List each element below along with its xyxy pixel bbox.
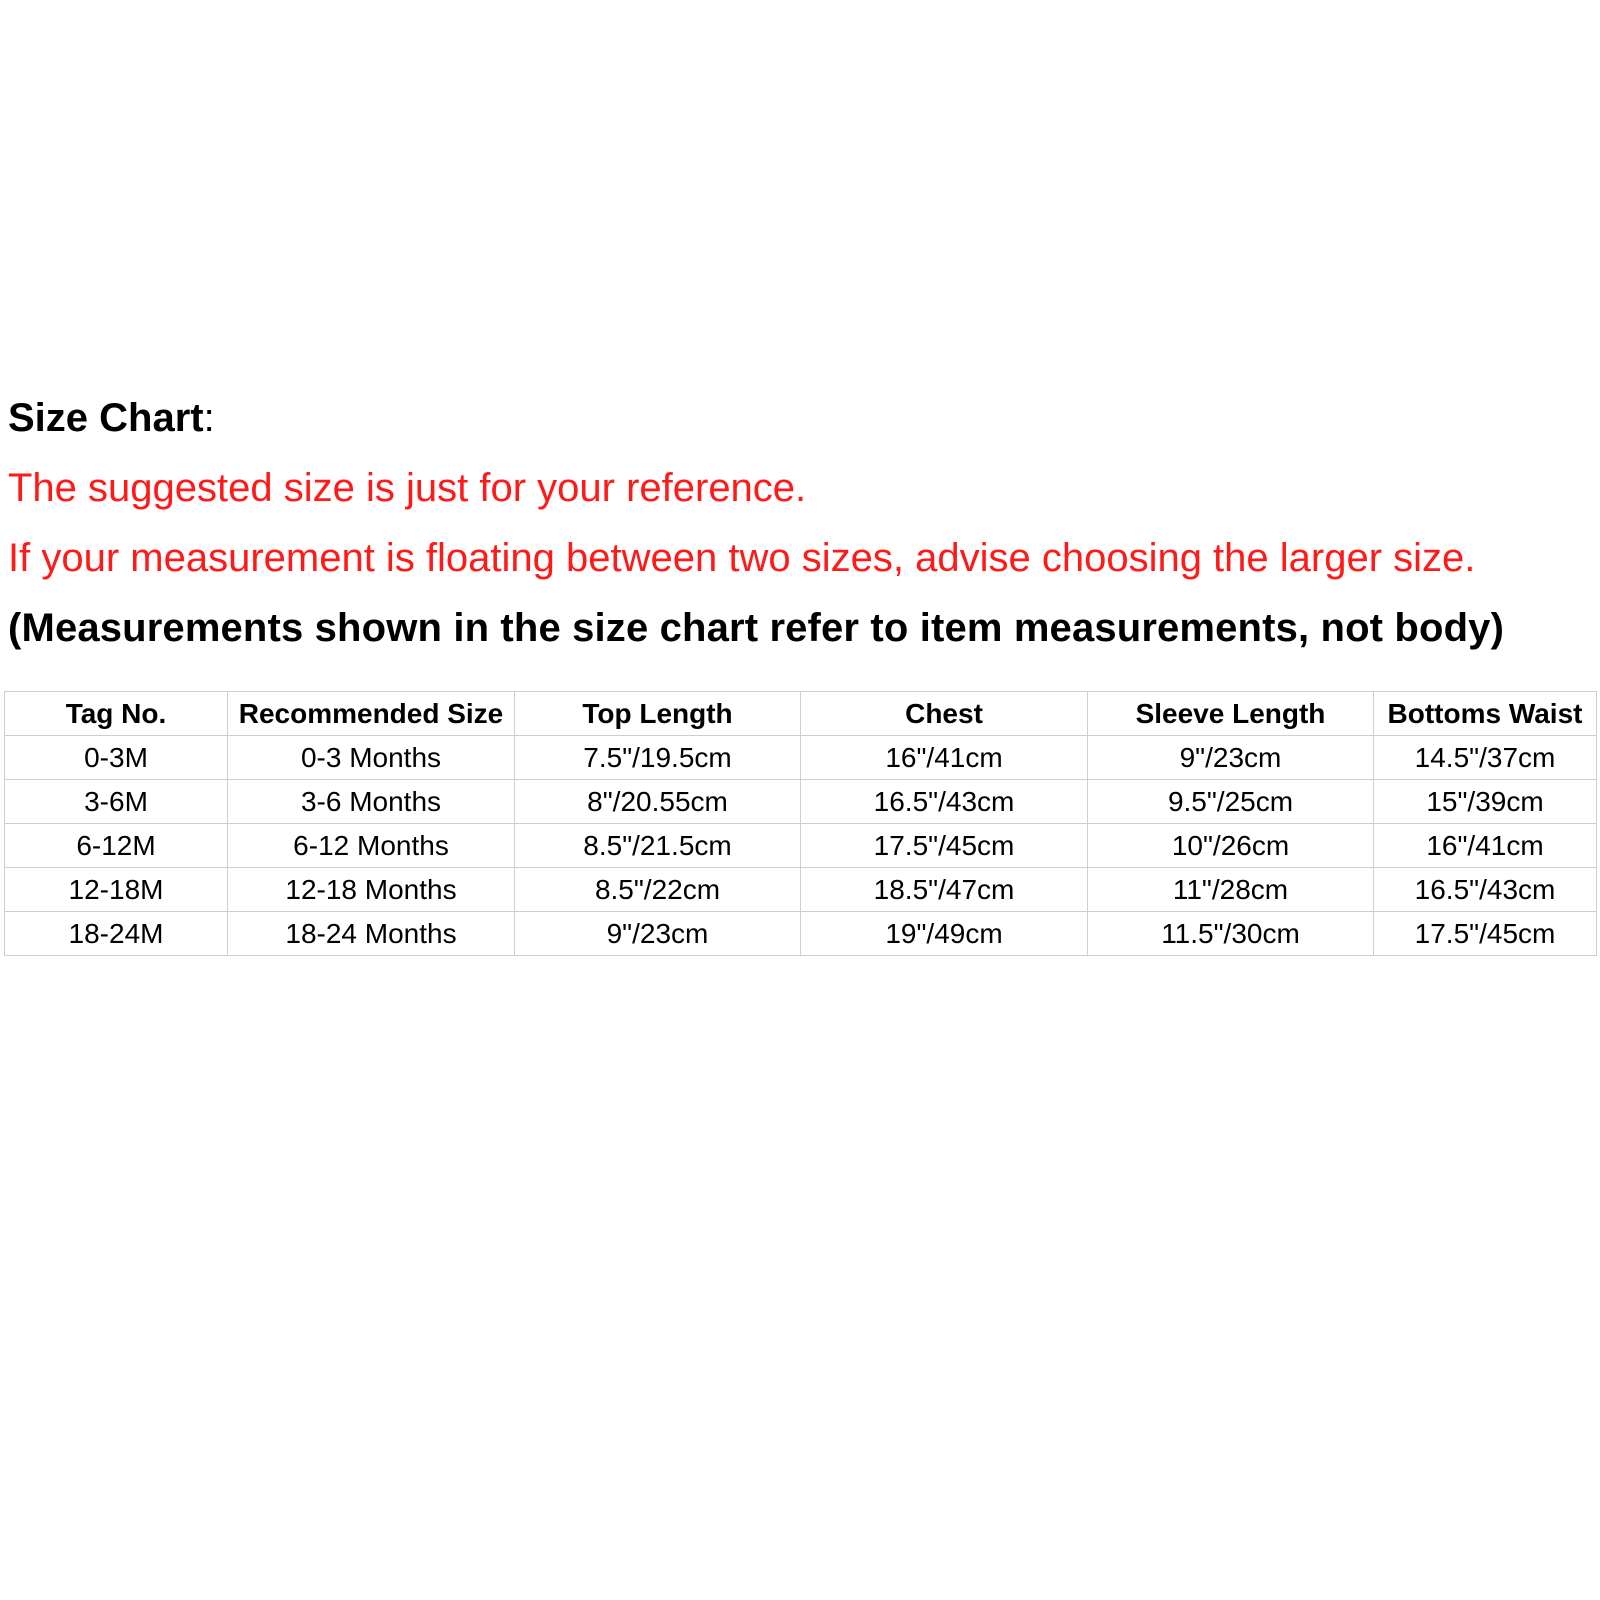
cell-recommended-size: 0-3 Months xyxy=(228,736,515,780)
table-row xyxy=(5,780,1597,824)
reference-note: The suggested size is just for your reference. xyxy=(8,466,807,510)
cell-recommended-size: 12-18 Months xyxy=(228,868,515,912)
cell-top-length: 8.5"/22cm xyxy=(515,868,801,912)
title-colon: : xyxy=(203,396,215,440)
cell-recommended-size: 18-24 Months xyxy=(228,912,515,956)
cell-sleeve-length: 11"/28cm xyxy=(1088,868,1374,912)
cell-tag-no: 6-12M xyxy=(5,824,228,868)
table-header-row xyxy=(5,692,1597,736)
table-row xyxy=(5,912,1597,956)
measurement-disclaimer: (Measurements shown in the size chart refer to item measurements, not body) xyxy=(8,606,1505,650)
size-table xyxy=(4,691,1597,956)
table-row xyxy=(5,824,1597,868)
cell-recommended-size: 3-6 Months xyxy=(228,780,515,824)
header-tag-no: Tag No. xyxy=(5,692,228,736)
cell-chest: 18.5"/47cm xyxy=(801,868,1088,912)
cell-tag-no: 18-24M xyxy=(5,912,228,956)
cell-chest: 16.5"/43cm xyxy=(801,780,1088,824)
cell-bottoms-waist: 16.5"/43cm xyxy=(1374,868,1597,912)
cell-top-length: 9"/23cm xyxy=(515,912,801,956)
cell-top-length: 8.5"/21.5cm xyxy=(515,824,801,868)
cell-chest: 19"/49cm xyxy=(801,912,1088,956)
cell-sleeve-length: 9"/23cm xyxy=(1088,736,1374,780)
cell-bottoms-waist: 16"/41cm xyxy=(1374,824,1597,868)
header-top-length: Top Length xyxy=(515,692,801,736)
cell-top-length: 8"/20.55cm xyxy=(515,780,801,824)
size-chart-intro xyxy=(8,395,1598,651)
table-row xyxy=(5,868,1597,912)
table-row xyxy=(5,736,1597,780)
cell-bottoms-waist: 14.5"/37cm xyxy=(1374,736,1597,780)
page-title xyxy=(8,395,1598,441)
cell-sleeve-length: 10"/26cm xyxy=(1088,824,1374,868)
cell-bottoms-waist: 17.5"/45cm xyxy=(1374,912,1597,956)
header-chest: Chest xyxy=(801,692,1088,736)
header-bottoms-waist: Bottoms Waist xyxy=(1374,692,1597,736)
cell-sleeve-length: 11.5"/30cm xyxy=(1088,912,1374,956)
cell-top-length: 7.5"/19.5cm xyxy=(515,736,801,780)
cell-chest: 17.5"/45cm xyxy=(801,824,1088,868)
cell-bottoms-waist: 15"/39cm xyxy=(1374,780,1597,824)
header-recommended-size: Recommended Size xyxy=(228,692,515,736)
cell-tag-no: 12-18M xyxy=(5,868,228,912)
cell-tag-no: 0-3M xyxy=(5,736,228,780)
cell-sleeve-length: 9.5"/25cm xyxy=(1088,780,1374,824)
cell-recommended-size: 6-12 Months xyxy=(228,824,515,868)
cell-tag-no: 3-6M xyxy=(5,780,228,824)
title-label: Size Chart xyxy=(8,396,204,440)
header-sleeve-length: Sleeve Length xyxy=(1088,692,1374,736)
cell-chest: 16"/41cm xyxy=(801,736,1088,780)
sizing-advice-note: If your measurement is floating between two sizes, advise choosing the larger size. xyxy=(8,536,1476,580)
